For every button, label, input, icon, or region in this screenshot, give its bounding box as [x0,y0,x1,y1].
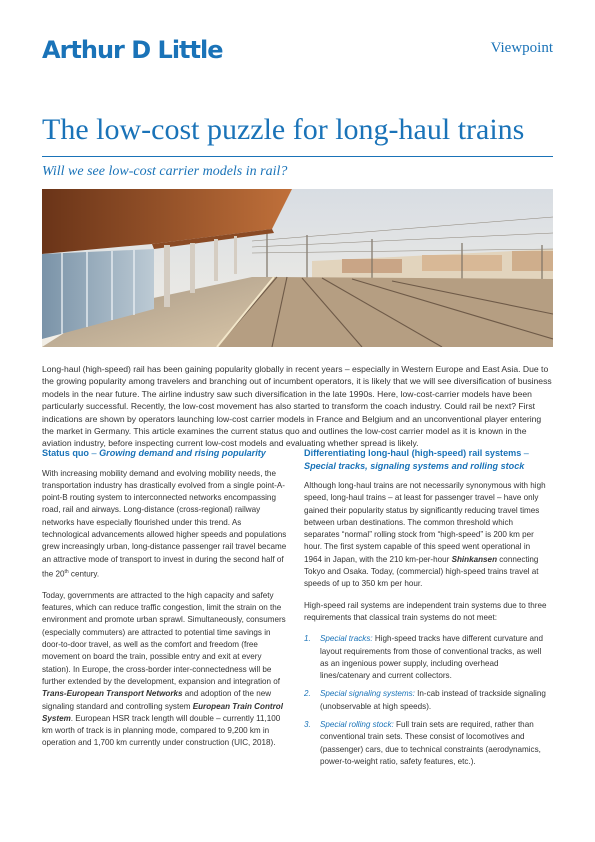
viewpoint-label: Viewpoint [490,40,553,56]
left-column [42,447,288,759]
status-quo-paragraph-1: With increasing mobility demand and evolving mobility needs, the transportation industry has drastically evolved from a single point-A-point-B routing system to interconnected networks encompassing road, rail and airways. Long-distance (cross-regional) railway networks have especially flourished under this trend. As technological advancements allowed higher speeds and populations grew increasingly urban, long-distance passenger rail travel became an attractive mode of transport to invest in during the second half of the 20th century. [42,468,287,579]
intro-paragraph: Long-haul (high-speed) rail has been gaining popularity globally in recent years – especially in Western Europe and East Asia. Due to the growing popularity among travelers and branching out of incumbent operators, it is likely that we will see diversification of business models in the near future. The airline industry saw such diversification in the late 1990s. Here, low-cost-carrier models have been particularly successful. Recently, the low-cost movement has also started to transform the coach industry. Could rail be next? First indications are shown by operators launching low-cost carrier models in France and Belgium and an unconventional player entering the market in Germany. This article examines the current status quo and outlines the low-cost carrier model as it is known in the aviation industry, before inspecting current low-cost models and evaluating whether spread is likely. [42,364,552,449]
page-title: The low-cost puzzle for long-haul trains [42,113,525,146]
train-platform-photo [42,189,553,347]
differentiating-paragraph-2: High-speed rail systems are independent train systems due to three requirements that classical train systems do not meet: [304,600,547,622]
requirements-list [304,633,550,768]
status-quo-heading: Status quo – Growing demand and rising popularity [42,448,266,458]
list-item: 1. Special tracks: High-speed tracks have different curvature and layout requirements from those of conventional tracks, as well as an ingenious power supply, including overhead lines/catenary and current collectors. [304,634,544,681]
differentiating-heading: Differentiating long-haul (high-speed) rail systems – Special tracks, signaling systems and rolling stock [304,448,529,471]
title-divider [42,156,553,157]
page-subtitle: Will we see low-cost carrier models in rail? [42,164,288,179]
right-column [304,447,550,774]
differentiating-paragraph-1: Although long-haul trains are not necessarily synonymous with high speed, long-haul trains – at least for passenger travel – have only gained their popularity status by significantly reducing travel times between urban destinations. The common threshold which separates “normal” rolling stock from “high-speed” is 200 km per hour. The first system capable of this speed went operational in 1964 in Japan, with the 210 km-per-hour Shinkansen connecting Tokyo and Osaka. Today, (commercial) high-speed trains travel at speeds of up to 350 km per hour. [304,481,546,589]
list-item: 3. Special rolling stock: Full train sets are required, rather than conventional train sets. These consist of locomotives and (passenger) cars, due to technical constraints (aerodynamics, power-to-weight ratio, safety features, etc.). [304,720,541,766]
list-item: 2. Special signaling systems: In-cab instead of trackside signaling (unobservable at high speeds). [304,689,546,711]
arthur-d-little-logo: Arthur D Little [42,36,223,64]
status-quo-paragraph-2: Today, governments are attracted to the high capacity and safety features, which can reduce traffic congestion, limit the strain on the environment and promote urban sprawl. Simultaneously, consumers (especially commuters) are attracted to potential time savings in door-to-door travel, as well as the comfort and freedom (free movement on board the train, possible entry and exit at every station). In Europe, the cross-border inter-connectedness will be further extended by the development, expansion and integration of Trans-European Transport Networks and adoption of the new signaling standard and controlling system European Train Control System. European HSR track length will double – currently 11,100 km worth of track is in planning mode, compared to 9,200 km in operation and 1,700 km currently under construction (UIC, 2018). [42,590,286,748]
